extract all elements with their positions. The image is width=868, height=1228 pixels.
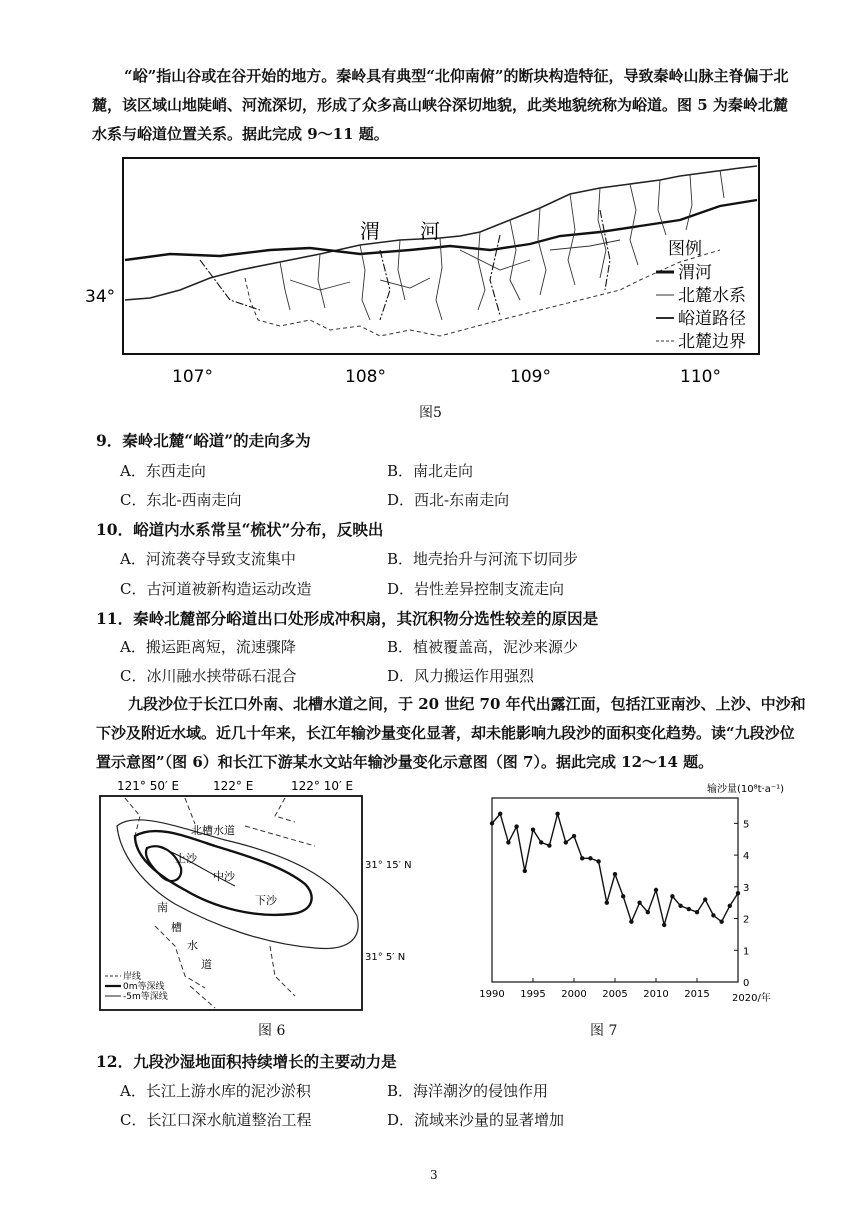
data-point	[490, 821, 494, 825]
intro2-line2: 下沙及附近水域。近几十年来，长江年输沙量变化显著，却未能影响九段沙的面积变化趋势。读“九段沙位	[96, 724, 795, 742]
q12-option-d[interactable]: D．流域来沙量的显著增加	[387, 1111, 565, 1129]
y-tick-label: 5	[743, 819, 750, 831]
lon-122: 122° E	[213, 779, 254, 793]
question-12-stem: 12．九段沙湿地面积持续增长的主要动力是	[96, 1052, 397, 1071]
data-point	[629, 920, 633, 924]
y-tick-label: 3	[743, 882, 750, 894]
data-point	[531, 828, 535, 832]
q10-option-d[interactable]: D．岩性差异控制支流走向	[387, 580, 565, 598]
q11-option-c[interactable]: C．冰川融水挟带砾石混合	[120, 667, 297, 685]
q9-option-c[interactable]: C．东北-西南走向	[120, 491, 242, 509]
sediment-series-line	[492, 814, 738, 925]
figure-5-caption: 图5	[419, 405, 442, 421]
data-point	[572, 834, 576, 838]
lon-122-10: 122° 10′ E	[291, 779, 354, 793]
lon-label-110: 110°	[680, 367, 721, 387]
legend-wei-river: 渭河	[678, 263, 712, 283]
data-point	[588, 856, 592, 860]
q12-option-a[interactable]: A．长江上游水库的泥沙淤积	[120, 1082, 311, 1100]
data-point	[605, 900, 609, 904]
x-tick-label: 2015	[684, 989, 710, 1000]
wei-river-label: 渭 河	[360, 219, 440, 243]
data-point	[547, 843, 551, 847]
legend-0m-contour: 0m等深线	[123, 982, 165, 992]
data-point	[637, 900, 641, 904]
data-point	[498, 812, 502, 816]
data-point	[711, 913, 715, 917]
q11-option-d[interactable]: D．风力搬运作用强烈	[387, 667, 535, 685]
data-point	[662, 923, 666, 927]
figure-7-chart	[470, 780, 790, 1010]
chart-y-label: 输沙量(10⁸t·a⁻¹)	[707, 784, 785, 795]
data-point	[555, 812, 559, 816]
lat-31-5: 31° 5′ N	[365, 952, 406, 963]
label-south-3: 水	[187, 939, 198, 952]
intro1-line2: 麓，该区域山地陡峭、河流深切，形成了众多高山峡谷深切地貌，此类地貌统称为峪道。图 5 为秦岭北麓	[92, 96, 788, 114]
intro-paragraph-2	[96, 690, 816, 777]
lon-121-50: 121° 50′ E	[117, 779, 180, 793]
data-point	[506, 840, 510, 844]
data-point	[736, 891, 740, 895]
figure-7-caption: 图 7	[590, 1023, 618, 1039]
x-tick-label: 2010	[643, 989, 669, 1000]
figure-6-caption: 图 6	[258, 1023, 286, 1039]
data-point	[514, 824, 518, 828]
intro2-line3: 置示意图”（图 6）和长江下游某水文站年输沙量变化示意图（图 7）。据此完成 12～14 题。	[96, 753, 714, 771]
data-point	[613, 872, 617, 876]
legend-boundary: 北麓边界	[678, 332, 746, 352]
legend-5m-contour: -5m等深线	[123, 992, 168, 1002]
data-point	[695, 910, 699, 914]
intro1-line3: 水系与峪道位置关系。据此完成 9～11 题。	[92, 125, 389, 143]
legend-title: 图例	[668, 239, 702, 259]
lat-31-15: 31° 15′ N	[365, 860, 412, 871]
question-10-stem: 10．峪道内水系常呈“梳状”分布，反映出	[96, 520, 384, 539]
legend-gorge-path: 峪道路径	[678, 309, 746, 329]
question-11-stem: 11．秦岭北麓部分峪道出口处形成冲积扇，其沉积物分选性较差的原因是	[96, 609, 599, 628]
label-north-channel: 北槽水道	[191, 824, 235, 837]
label-lower-sand: 下沙	[255, 894, 277, 907]
intro-paragraph-1	[92, 62, 812, 149]
data-point	[678, 904, 682, 908]
lon-label-109: 109°	[510, 367, 551, 387]
page-number: 3	[430, 1168, 438, 1182]
legend-drainage: 北麓水系	[678, 286, 746, 306]
label-south-1: 南	[157, 901, 168, 914]
q12-option-c[interactable]: C．长江口深水航道整治工程	[120, 1111, 312, 1129]
figure-6-map	[95, 776, 415, 1016]
data-point	[621, 894, 625, 898]
q11-option-a[interactable]: A．搬运距离短，流速骤降	[120, 638, 296, 656]
q12-option-b[interactable]: B．海洋潮汐的侵蚀作用	[387, 1082, 549, 1100]
q9-option-b[interactable]: B．南北走向	[387, 462, 474, 480]
data-point	[728, 904, 732, 908]
y-tick-label: 4	[743, 851, 750, 863]
q11-option-b[interactable]: B．植被覆盖高，泥沙来源少	[387, 638, 579, 656]
lat-label-34: 34°	[85, 287, 116, 307]
lon-label-108: 108°	[345, 367, 386, 387]
q10-option-a[interactable]: A．河流袭夺导致支流集中	[120, 550, 296, 568]
x-tick-label: 2005	[602, 989, 628, 1000]
intro1-line1: “峪”指山谷或在谷开始的地方。秦岭具有典型“北仰南俯”的断块构造特征，导致秦岭山脉主脊偏于北	[124, 67, 789, 85]
label-middle-sand: 中沙	[213, 870, 235, 883]
data-point	[596, 859, 600, 863]
data-point	[539, 840, 543, 844]
question-9	[96, 429, 796, 451]
y-tick-label: 1	[743, 946, 750, 958]
label-upper-sand: 上沙	[175, 852, 197, 865]
chart-x-label: 2020/年	[732, 993, 771, 1004]
q10-option-c[interactable]: C．古河道被新构造运动改造	[120, 580, 312, 598]
figure-5-map	[80, 150, 780, 410]
data-point	[580, 856, 584, 860]
x-tick-label: 2000	[561, 989, 587, 1000]
x-tick-label: 1990	[479, 989, 505, 1000]
chart-frame	[492, 798, 738, 982]
data-point	[646, 910, 650, 914]
x-tick-label: 1995	[520, 989, 546, 1000]
question-9-stem: 9．秦岭北麓“峪道”的走向多为	[96, 431, 311, 450]
label-south-4: 道	[201, 958, 212, 971]
data-point	[564, 840, 568, 844]
lon-label-107: 107°	[172, 367, 213, 387]
data-point	[523, 869, 527, 873]
data-point	[670, 894, 674, 898]
data-point	[719, 920, 723, 924]
label-south-2: 槽	[171, 921, 182, 934]
data-point	[703, 897, 707, 901]
y-tick-label: 2	[743, 914, 750, 926]
data-point	[654, 888, 658, 892]
q9-option-d[interactable]: D．西北-东南走向	[387, 491, 510, 509]
legend-coastline: 岸线	[123, 972, 142, 982]
q10-option-b[interactable]: B．地壳抬升与河流下切同步	[387, 550, 579, 568]
y-tick-label: 0	[743, 978, 750, 989]
data-point	[687, 907, 691, 911]
intro2-line1: 九段沙位于长江口外南、北槽水道之间，于 20 世纪 70 年代出露江面，包括江亚南沙、上沙、中沙和	[128, 695, 806, 713]
q9-option-a[interactable]: A．东西走向	[120, 462, 206, 480]
